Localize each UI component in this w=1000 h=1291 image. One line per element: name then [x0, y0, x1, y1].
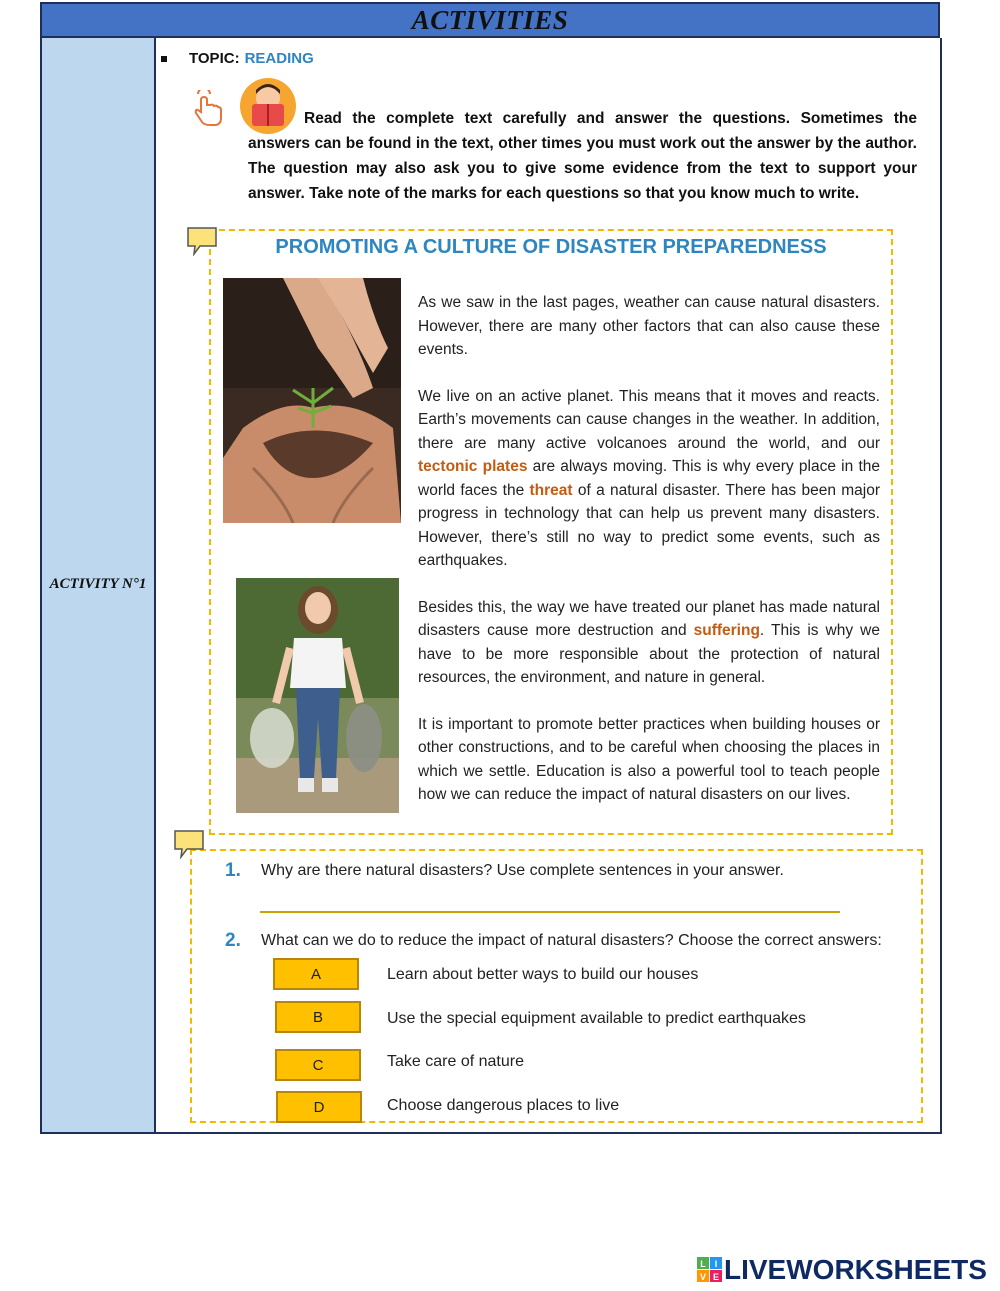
badge-letter: I: [714, 1259, 718, 1269]
activities-header: [40, 2, 940, 38]
option-c-text: Take care of nature: [387, 1053, 524, 1070]
badge-letter: V: [699, 1272, 707, 1282]
hands-seedling-photo: [223, 278, 401, 523]
left-column: [40, 38, 156, 1134]
option-b-text: Use the special equipment available to predict earthquakes: [387, 1010, 806, 1027]
girl-recycling-photo: [236, 578, 399, 813]
article-body: [418, 291, 880, 830]
option-d-text: Choose dangerous places to live: [387, 1097, 620, 1114]
question-number: 2.: [225, 930, 241, 951]
instructions-text: Read the complete text carefully and answer the questions. Sometimes the answers can be found in the text, other times you must work out the answer by the author. The question may also ask you to give some evidence from the text to support your answer. Take note of the marks for each questions so that you know much to write.: [248, 110, 917, 202]
topic-value: READING: [244, 50, 314, 67]
option-d-button[interactable]: D: [276, 1091, 362, 1123]
hand-tap-icon: [190, 90, 224, 126]
article-paragraph: We live on an active planet. This means that it moves and reacts. Earth’s movements can cause changes in the weather. In addition, there are many active volcanoes around the world, and our tectonic plates are always moving. This is why every place in the world faces the threat of a natural disaster. There has been major progress in technology that can help us prevent many disasters. However, there’s still no way to predict some events, such as earthquakes.: [418, 387, 881, 569]
liveworksheets-brand: LIVEWORKSHEETS: [724, 1254, 987, 1285]
question-number: 1.: [225, 860, 241, 881]
question-text: What can we do to reduce the impact of natural disasters? Choose the correct answers:: [261, 932, 882, 949]
highlight-suffering: suffering: [693, 622, 760, 639]
speech-bubble-icon: [173, 829, 205, 859]
liveworksheets-logo: [697, 1254, 987, 1286]
activity-label: ACTIVITY N°1: [49, 576, 147, 592]
option-a-text: Learn about better ways to build our houses: [387, 966, 699, 983]
option-c-button[interactable]: C: [275, 1049, 361, 1081]
article-paragraph: Besides this, the way we have treated our planet has made natural disasters cause more destruction and suffering. This is why we have to be more responsible about the protection of natural resources, the environment, and nature in general.: [418, 598, 880, 686]
option-b-button[interactable]: B: [275, 1001, 361, 1033]
topic-row: [161, 50, 314, 67]
article-title: PROMOTING A CULTURE OF DISASTER PREPAREDNESS: [275, 236, 827, 258]
badge-letter: L: [700, 1259, 706, 1269]
badge-letter: E: [712, 1272, 720, 1282]
header-title: ACTIVITIES: [411, 4, 569, 35]
bullet-icon: [161, 56, 167, 62]
liveworksheets-badge-icon: [697, 1257, 723, 1283]
option-a-button[interactable]: A: [273, 958, 359, 990]
article-paragraph: It is important to promote better practices when building houses or other constructions, and to be careful when choosing the places in which we settle. Education is also a powerful tool to teach people how we can reduce the impact of natural disasters on our lives.: [418, 715, 880, 803]
highlight-tectonic-plates: tectonic plates: [418, 458, 528, 475]
answer-input-line[interactable]: [260, 911, 840, 913]
highlight-threat: threat: [529, 481, 573, 499]
question-text: Why are there natural disasters? Use complete sentences in your answer.: [261, 862, 784, 879]
article-paragraph: As we saw in the last pages, weather can cause natural disasters. However, there are many other factors that can also cause these events.: [418, 294, 880, 358]
topic-label: TOPIC:: [189, 50, 240, 67]
